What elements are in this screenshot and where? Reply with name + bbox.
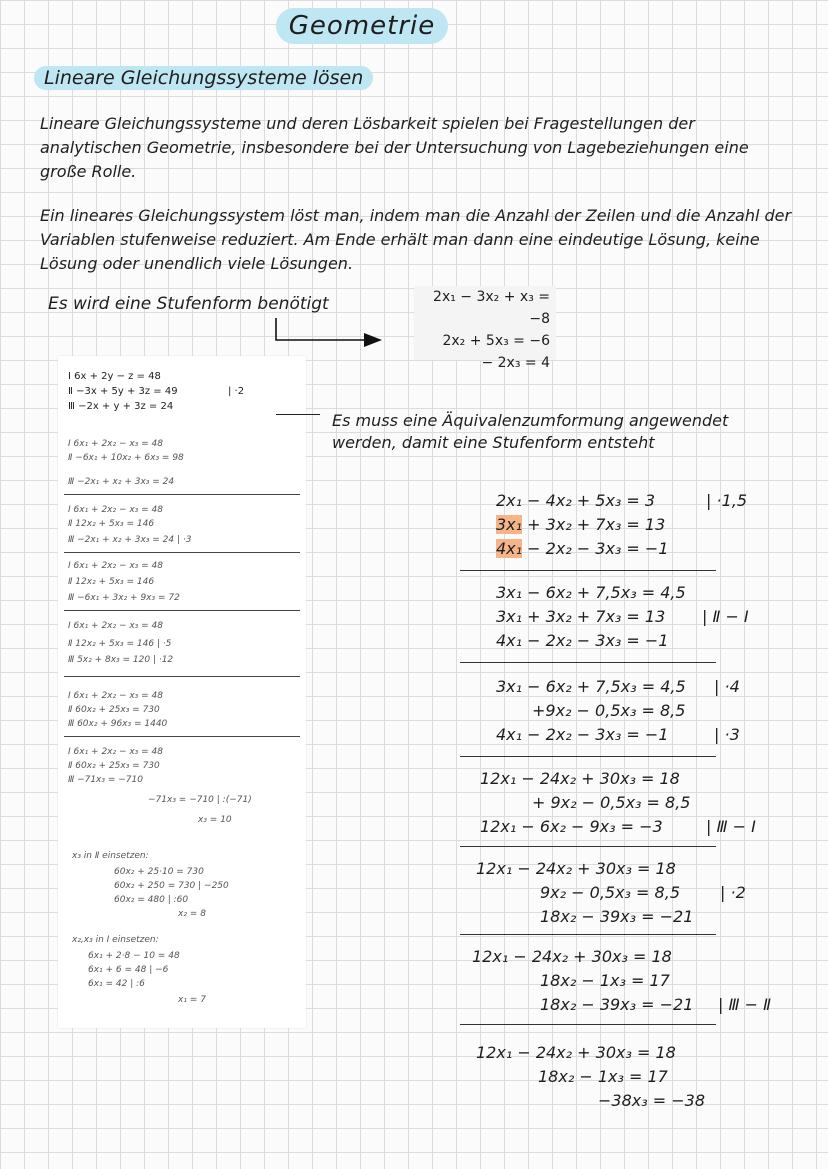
intro-paragraph: Lineare Gleichungssysteme und deren Lösbarkeit spielen bei Fragestellungen der analytischen Geometrie, insbesondere bei der Untersuchung von Lagebeziehungen eine große Rolle.	[40, 114, 749, 181]
equation-rest: + 3x₂ + 7x₃ = 13	[522, 515, 666, 534]
equation-line: 4x₁ − 2x₂ − 3x₃ = −1	[496, 539, 669, 558]
equation-line: 4x₁ − 2x₂ − 3x₃ = −1	[496, 725, 669, 744]
divider	[64, 494, 300, 495]
arrow-right-icon	[270, 316, 390, 356]
connector-line	[276, 414, 320, 415]
scan-step: Ⅱ −6x₁ + 10x₂ + 6x₃ = 98	[68, 453, 184, 463]
scan-step: Ⅲ 60x₂ + 96x₃ = 1440	[68, 719, 168, 729]
scan-equation: Ⅲ −2x + y + 3z = 24	[68, 401, 174, 412]
equation-line: 12x₁ − 24x₂ + 30x₃ = 18	[476, 859, 676, 878]
scan-step: 60x₂ = 480 | :60	[114, 895, 189, 905]
scan-step: 6x₁ + 2·8 − 10 = 48	[88, 951, 180, 961]
stufenform-row: 2x₂ + 5x₃ = −6	[442, 333, 550, 349]
equation-line: 12x₁ − 24x₂ + 30x₃ = 18	[480, 769, 680, 788]
divider	[460, 846, 716, 847]
equation-line: 3x₁ + 3x₂ + 7x₃ = 13	[496, 607, 666, 626]
scan-step: 6x₁ = 42 | :6	[88, 979, 145, 989]
scan-step: Ⅱ 12x₂ + 5x₃ = 146	[68, 577, 155, 587]
divider	[460, 934, 716, 935]
equation-line: + 9x₂ − 0,5x₃ = 8,5	[532, 793, 691, 812]
scan-step: Ⅲ −2x₁ + x₂ + 3x₃ = 24	[68, 477, 175, 487]
equation-line: 12x₁ − 24x₂ + 30x₃ = 18	[476, 1043, 676, 1062]
operation-note: | Ⅲ − Ⅰ	[706, 817, 756, 836]
scan-step: 60x₂ + 25·10 = 730	[114, 867, 204, 877]
equation-line: 9x₂ − 0,5x₃ = 8,5	[540, 883, 680, 902]
scan-step: x₂,x₃ in Ⅰ einsetzen:	[72, 935, 159, 945]
section-heading: Lineare Gleichungssysteme lösen	[34, 66, 373, 90]
operation-note: | Ⅱ − Ⅰ	[702, 607, 749, 626]
scan-step: 60x₂ + 250 = 730 | −250	[114, 881, 229, 891]
equation-line: 18x₂ − 39x₃ = −21	[540, 907, 694, 926]
scan-step: −71x₃ = −710 | :(−71)	[148, 795, 252, 805]
equation-line: 12x₁ − 24x₂ + 30x₃ = 18	[472, 947, 672, 966]
scanned-worksheet	[58, 356, 306, 1028]
scan-step: 6x₁ + 6 = 48 | −6	[88, 965, 169, 975]
operation-note: | ·1,5	[706, 491, 748, 510]
equation-line: 3x₁ − 6x₂ + 7,5x₃ = 4,5	[496, 677, 686, 696]
stufenform-example	[414, 286, 556, 371]
equation-line: 3x₁ − 6x₂ + 7,5x₃ = 4,5	[496, 583, 686, 602]
scan-step: Ⅲ 5x₂ + 8x₃ = 120 | ·12	[68, 655, 174, 665]
scan-operation: | ·2	[228, 386, 245, 397]
divider	[460, 570, 716, 571]
scan-step: x₃ in Ⅱ einsetzen:	[72, 851, 149, 861]
scan-step: Ⅱ 12x₂ + 5x₃ = 146 | ·5	[68, 639, 172, 649]
operation-note: | ·2	[720, 883, 746, 902]
scan-step: Ⅲ −71x₃ = −710	[68, 775, 143, 785]
equation-line: −38x₃ = −38	[598, 1091, 705, 1110]
divider	[64, 676, 300, 677]
scan-step: Ⅲ −2x₁ + x₂ + 3x₃ = 24 | ·3	[68, 535, 192, 545]
divider	[460, 662, 716, 663]
divider	[64, 736, 300, 737]
scan-step: Ⅰ 6x₁ + 2x₂ − x₃ = 48	[68, 691, 164, 701]
equation-line: 18x₂ − 39x₃ = −21	[540, 995, 694, 1014]
scan-equation: Ⅰ 6x + 2y − z = 48	[68, 371, 161, 382]
stufenform-row: 2x₁ − 3x₂ + x₃ = −8	[433, 289, 550, 327]
scan-step: Ⅱ 60x₂ + 25x₃ = 730	[68, 761, 160, 771]
operation-note: | ·3	[714, 725, 740, 744]
equation-line: 4x₁ − 2x₂ − 3x₃ = −1	[496, 631, 669, 650]
operation-note: | Ⅲ − Ⅱ	[718, 995, 771, 1014]
divider	[64, 610, 300, 611]
equation-line: 18x₂ − 1x₃ = 17	[540, 971, 670, 990]
scan-step: Ⅱ 60x₂ + 25x₃ = 730	[68, 705, 160, 715]
scan-step: Ⅰ 6x₁ + 2x₂ − x₃ = 48	[68, 621, 164, 631]
equivalence-note: Es muss eine Äquivalenzumformung angewendet werden, damit eine Stufenform entsteht	[332, 411, 729, 452]
scan-step: Ⅱ 12x₂ + 5x₃ = 146	[68, 519, 155, 529]
equation-line: 18x₂ − 1x₃ = 17	[538, 1067, 668, 1086]
equation-rest: − 2x₂ − 3x₃ = −1	[522, 539, 669, 558]
scan-step: Ⅰ 6x₁ + 2x₂ − x₃ = 48	[68, 439, 164, 449]
stufenform-label: Es wird eine Stufenform benötigt	[48, 294, 329, 314]
equation-line: 3x₁ + 3x₂ + 7x₃ = 13	[496, 515, 666, 534]
scan-step: Ⅰ 6x₁ + 2x₂ − x₃ = 48	[68, 505, 164, 515]
scan-step: Ⅰ 6x₁ + 2x₂ − x₃ = 48	[68, 747, 164, 757]
scan-step: Ⅰ 6x₁ + 2x₂ − x₃ = 48	[68, 561, 164, 571]
scan-step: x₂ = 8	[178, 909, 206, 919]
scan-step: x₁ = 7	[178, 995, 206, 1005]
divider	[64, 552, 300, 553]
divider	[460, 756, 716, 757]
stufenform-row: − 2x₃ = 4	[481, 355, 550, 371]
scan-step: x₃ = 10	[198, 815, 232, 825]
equation-line: 2x₁ − 4x₂ + 5x₃ = 3	[496, 491, 656, 510]
scan-step: Ⅲ −6x₁ + 3x₂ + 9x₃ = 72	[68, 593, 180, 603]
scan-equation: Ⅱ −3x + 5y + 3z = 49	[68, 386, 178, 397]
method-paragraph: Ein lineares Gleichungssystem löst man, indem man die Anzahl der Zeilen und die Anzahl der Variablen stufenweise reduziert. Am Ende erhält man dann eine eindeutige Lösung, keine Lösung oder unendlich viele Lösungen.	[40, 206, 792, 273]
divider	[460, 1024, 716, 1025]
operation-note: | ·4	[714, 677, 740, 696]
equation-line: 12x₁ − 6x₂ − 9x₃ = −3	[480, 817, 663, 836]
page-title: Geometrie	[276, 8, 448, 44]
equation-line: +9x₂ − 0,5x₃ = 8,5	[532, 701, 686, 720]
